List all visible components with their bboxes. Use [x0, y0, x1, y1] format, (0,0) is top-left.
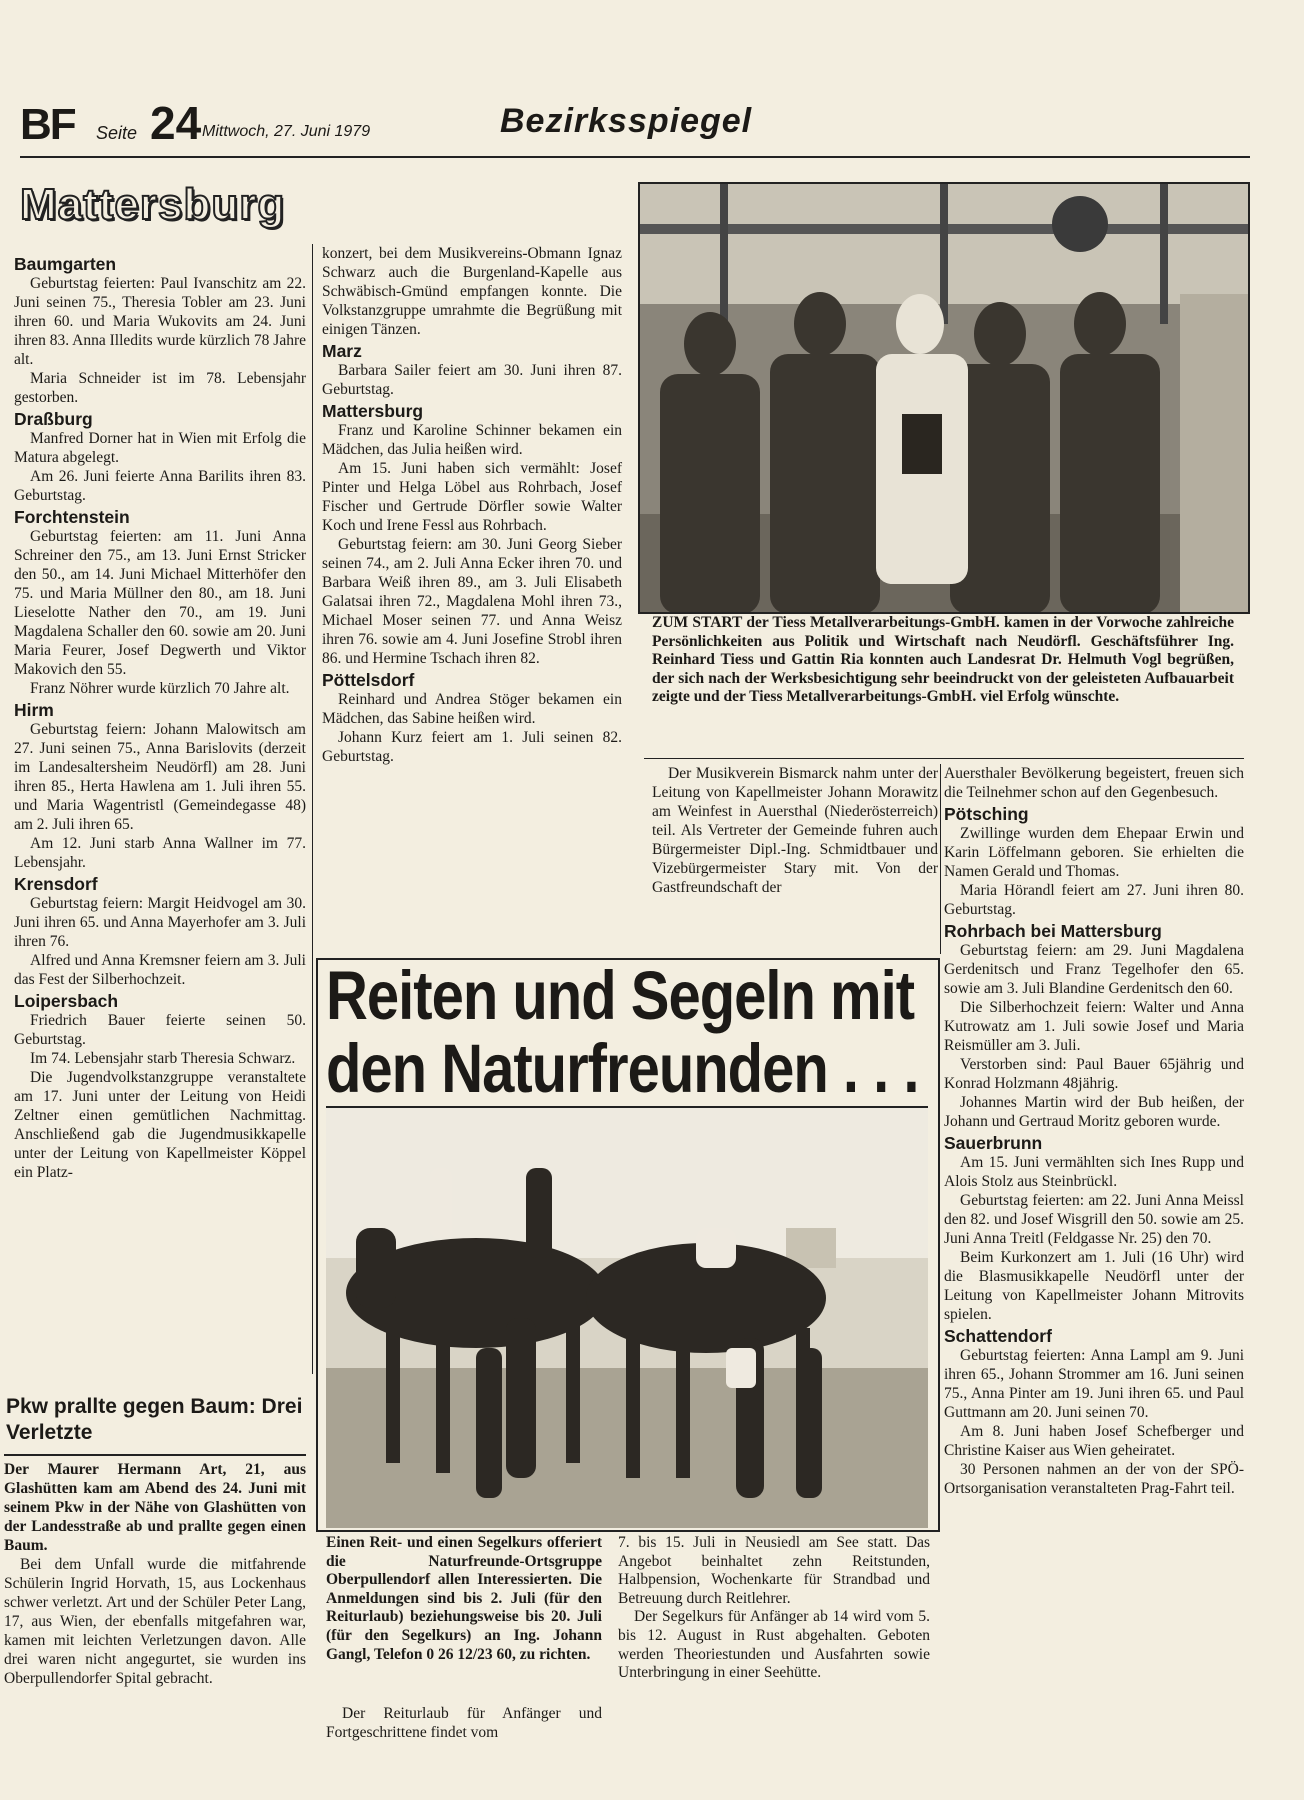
- paragraph: Maria Schneider ist im 78. Lebensjahr gestorben.: [14, 370, 306, 406]
- paragraph: Geburtstag feierten: Paul Ivanschitz am 22. Juni seinen 75., Theresia Tobler am 23. Juni ihren 60. und Maria Wukovits am 24. Juni ihren 83. Anna Illedits wurde kürzlich 78 Jahre alt.: [14, 275, 306, 368]
- paragraph: Johann Kurz feiert am 1. Juli seinen 82. Geburtstag.: [322, 729, 622, 765]
- paragraph: 7. bis 15. Juli in Neusiedl am See statt. Das Angebot beinhaltet zehn Reitstunden, Halbpension, Wochenkarte für Strandbad und Betreuung durch Reitlehrer.: [618, 1534, 930, 1607]
- story-column-2: [618, 1534, 930, 1683]
- divider-line: [644, 758, 1244, 759]
- news-block: [14, 991, 306, 1182]
- paragraph: Geburtstag feiern: am 30. Juni Georg Sieber seinen 74., am 2. Juli Anna Ecker ihren 70. und Barbara Weiß ihren 89., am 3. Juli Elisabeth Galatsai ihren 72., Magdalena Mohl ihren 73., Michael Moser seinen 77. und Anna Weisz ihren 76. sowie am 4. Juni Josefine Strobl ihren 86. und Hermine Tschach ihren 82.: [322, 536, 622, 667]
- news-block: [14, 409, 306, 505]
- paragraph: Am 15. Juni haben sich vermählt: Josef Pinter und Helga Löbel aus Rohrbach, Josef Fischer und Gertrude Dörfler sowie Walter Koch und Irene Fessl aus Rohrbach.: [322, 460, 622, 534]
- story-intro: Einen Reit- und einen Segelkurs offeriert die Naturfreunde-Ortsgruppe Oberpullendorf allen Interessierten. Die Anmeldungen sind bis 2. Juli (für den Reiturlaub) beziehungsweise bis 20. Juli (für den Segelkurs) an Ing. Johann Gangl, Telefon 0 26 12/23 60, zu richten.: [326, 1534, 602, 1663]
- paragraph: Verstorben sind: Paul Bauer 65jährig und Konrad Holzmann 48jährig.: [944, 1056, 1244, 1092]
- village-heading: Draßburg: [14, 409, 93, 429]
- paragraph: Barbara Sailer feiert am 30. Juni ihren 87. Geburtstag.: [322, 362, 622, 398]
- paragraph: Geburtstag feierten: am 11. Juni Anna Schreiner den 75., am 13. Juni Ernst Stricker den 50., am 14. Juni Michael Mitterhöfer den 75. und Maria Müllner den 80., am 18. Juni Lieselotte Nather den 70., am 19. Juni Magdalena Schaller den 60. sowie am 20. Juni Maria Feurer, Josef Degwerth und Viktor Makovich den 55.: [14, 528, 306, 678]
- news-block: [944, 921, 1244, 1131]
- news-block: [944, 1133, 1244, 1324]
- paragraph: Auersthaler Bevölkerung begeistert, freuen sich die Teilnehmer schon auf den Gegenbesuch.: [944, 765, 1244, 801]
- newspaper-logo: BF: [20, 100, 75, 149]
- paragraph: Im 74. Lebensjahr starb Theresia Schwarz.: [30, 1050, 296, 1067]
- paragraph: Geburtstag feiern: Johann Malowitsch am 27. Juni seinen 75., Anna Barislovits (derzeit im Landesaltersheim Neudörfl) am 28. Juni ihren 85., Herta Hawlena am 1. Juli ihren 55. und Maria Wagentristl (Gemeindegasse 48) am 2. Juli ihren 65.: [14, 721, 306, 833]
- news-block: [944, 1326, 1244, 1498]
- page-number: 24: [150, 97, 202, 149]
- village-heading: Rohrbach bei Mattersburg: [944, 921, 1162, 941]
- page-label: Seite: [96, 123, 138, 143]
- story-headline: Reiten und Segeln mit den Naturfreunden . . .: [326, 957, 919, 1108]
- section-title: Bezirksspiegel: [500, 102, 753, 140]
- paragraph: Johannes Martin wird der Bub heißen, der Johann und Gertraud Moritz geboren wurde.: [944, 1094, 1244, 1130]
- crash-body: Bei dem Unfall wurde die mitfahrende Schülerin Ingrid Horvath, 15, aus Lockenhaus schwer verletzt. Art und der Schüler Peter Lang, 17, aus Wien, der ebenfalls mitgefahren war, kamen mit leichten Verletzungen davon. Alle drei waren nicht angegurtet, sie wurden ins Oberpullendorfer Spital gebracht.: [4, 1556, 306, 1687]
- paragraph: Am 26. Juni feierte Anna Barilits ihren 83. Geburtstag.: [14, 468, 306, 504]
- page-header: [20, 90, 1250, 158]
- paragraph: Am 15. Juni vermählten sich Ines Rupp und Alois Stolz aus Steinbrückl.: [944, 1154, 1244, 1190]
- horse-photo: [326, 1106, 928, 1528]
- crash-lead: Der Maurer Hermann Art, 21, aus Glashütten kam am Abend des 24. Juni mit seinem Pkw in der Nähe von Glashütten von der Landesstraße ab und prallte gegen einen Baum.: [4, 1461, 306, 1554]
- paragraph: Die Jugendvolkstanzgruppe veranstaltete am 17. Juni unter der Leitung von Heidi Zeltner einen gemütlichen Nachmittag. Anschließend gab die Jugendmusikkapelle unter der Leitung von Kapellmeister Köppel ein Platz-: [14, 1069, 306, 1181]
- paragraph: Am 12. Juni starb Anna Wallner im 77. Lebensjahr.: [14, 835, 306, 871]
- column-4: [944, 764, 1244, 1498]
- village-heading: Mattersburg: [322, 401, 424, 421]
- news-block: [322, 341, 622, 399]
- news-block: [322, 244, 622, 339]
- news-block: [14, 254, 306, 407]
- news-block: [14, 874, 306, 989]
- story-column-1: [326, 1705, 602, 1742]
- paragraph: Geburtstag feiern: Margit Heidvogel am 30. Juni ihren 65. und Anna Mayerhofer am 3. Juli ihren 76.: [14, 895, 306, 950]
- paragraph: 30 Personen nahmen an der von der SPÖ-Ortsorganisation veranstalteten Prag-Fahrt teil.: [944, 1461, 1244, 1497]
- paragraph: Geburtstag feierten: Anna Lampl am 9. Juni ihren 65., Johann Strommer am 16. Juni seinen 75., Anna Pinter am 19. Juni ihren 65. und Paul Guttmann am 20. Juni seinen 70.: [944, 1347, 1244, 1421]
- paragraph: Der Reiturlaub für Anfänger und Fortgeschrittene findet vom: [326, 1705, 602, 1741]
- news-block: [14, 700, 306, 872]
- village-heading: Pötsching: [944, 804, 1029, 824]
- paragraph: Alfred und Anna Kremsner feiern am 3. Juli das Fest der Silberhochzeit.: [14, 952, 306, 988]
- factory-photo-image: [640, 184, 1248, 612]
- paragraph: Reinhard und Andrea Stöger bekamen ein Mädchen, das Sabine heißen wird.: [322, 691, 622, 727]
- paragraph: Maria Hörandl feiert am 27. Juni ihren 80. Geburtstag.: [944, 882, 1244, 918]
- village-heading: Forchtenstein: [14, 507, 130, 527]
- column-2: [322, 244, 622, 766]
- village-heading: Pöttelsdorf: [322, 670, 415, 690]
- paragraph: Manfred Dorner hat in Wien mit Erfolg die Matura abgelegt.: [14, 430, 306, 466]
- column-divider: [940, 764, 941, 954]
- column-divider: [312, 244, 313, 1374]
- paragraph: Am 8. Juni haben Josef Schefberger und Christine Kaiser aus Wien geheiratet.: [944, 1423, 1244, 1459]
- paragraph: Franz Nöhrer wurde kürzlich 70 Jahre alt.: [30, 680, 290, 697]
- news-block: [944, 764, 1244, 802]
- paragraph: Der Musikverein Bismarck nahm unter der Leitung von Kapellmeister Johann Morawitz am Weinfest in Auersthal (Niederösterreich) teil. Als Vertreter der Gemeinde fuhren auch Bürgermeister Dipl.-Ing. Schmidtbauer und Vizebürgermeister Stary mit. Von der Gastfreundschaft der: [652, 765, 938, 896]
- news-block: [322, 401, 622, 668]
- town-banner: Mattersburg: [20, 180, 286, 229]
- paragraph: Geburtstag feierten: am 22. Juni Anna Meissl den 82. und Josef Wisgrill den 50. sowie am 25. Juni Anna Treitl (Feldgasse Nr. 25) den 70.: [944, 1192, 1244, 1247]
- village-heading: Marz: [322, 341, 362, 361]
- paragraph: konzert, bei dem Musikvereins-Obmann Ignaz Schwarz auch die Burgenland-Kapelle aus Schwäbisch-Gmünd empfangen konnte. Die Volkstanzgruppe umrahmte die Begrüßung mit einigen Tänzen.: [322, 245, 622, 338]
- paragraph: Zwillinge wurden dem Ehepaar Erwin und Karin Löffelmann geboren. Sie erhielten die Namen Gerald und Thomas.: [944, 825, 1244, 880]
- paragraph: Der Segelkurs für Anfänger ab 14 wird vom 5. bis 12. August in Rust abgehalten. Geboten werden Theoriestunden und Ausfahrten sowie Unterbringung in einer Seehütte.: [618, 1608, 930, 1682]
- paragraph: Friedrich Bauer feierte seinen 50. Geburtstag.: [14, 1012, 306, 1048]
- village-heading: Krensdorf: [14, 874, 98, 894]
- paragraph: Die Silberhochzeit feiern: Walter und Anna Kutrowatz am 1. Juli sowie Josef und Maria Reismüller am 3. Juli.: [944, 999, 1244, 1054]
- column-3: [652, 764, 938, 897]
- column-1: [14, 252, 306, 1182]
- crash-headline: Pkw prallte gegen Baum: Drei Verletzte: [6, 1395, 303, 1444]
- issue-date: Mittwoch, 27. Juni 1979: [202, 123, 371, 140]
- village-heading: Sauerbrunn: [944, 1133, 1043, 1153]
- crash-article: [4, 1460, 306, 1688]
- news-block: [14, 507, 306, 698]
- photo-caption: ZUM START der Tiess Metallverarbeitungs-GmbH. kamen in der Vorwoche zahlreiche Persönlichkeiten aus Politik und Wirtschaft nach Neudörfl. Geschäftsführer Ing. Reinhard Tiess und Gattin Ria konnten auch Landesrat Dr. Helmuth Vogl begrüßen, der sich nach der Werksbesichtigung sehr beeindruckt von der geleisteten Aufbauarbeit zeigte und der Tiess Metallverarbeitungs-GmbH. viel Erfolg wünschte.: [652, 614, 1234, 705]
- news-block: [322, 670, 622, 766]
- paragraph: Beim Kurkonzert am 1. Juli (16 Uhr) wird die Blasmusikkapelle Neudörfl unter der Leitung von Kapellmeister Johann Mitrovits spielen.: [944, 1249, 1244, 1323]
- divider-line: [4, 1454, 306, 1456]
- village-heading: Loipersbach: [14, 991, 119, 1011]
- news-block: [944, 804, 1244, 919]
- village-heading: Baumgarten: [14, 254, 117, 274]
- factory-photo: [638, 182, 1250, 614]
- horse-photo-image: [326, 1108, 928, 1528]
- paragraph: Franz und Karoline Schinner bekamen ein Mädchen, das Julia heißen wird.: [322, 422, 622, 458]
- village-heading: Schattendorf: [944, 1326, 1052, 1346]
- village-heading: Hirm: [14, 700, 54, 720]
- paragraph: Geburtstag feiern: am 29. Juni Magdalena Gerdenitsch und Franz Tegelhofer den 65. sowie am 3. Juli Blandine Gerdenitsch den 60.: [944, 942, 1244, 997]
